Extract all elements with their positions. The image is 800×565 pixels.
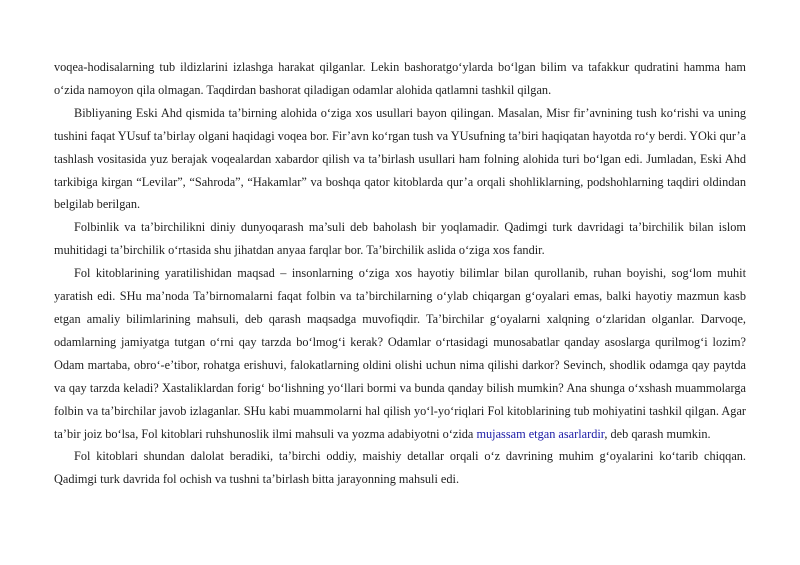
paragraph-2-text: Bibliyaning Eski Ahd qismida ta’birning alohida o‘ziga xos usullari bayon qilingan. Masalan, Misr fir’avnining tush ko‘rishi va uning tushini faqat YUsuf ta’birlay olgani haqidagi voqea bor. Fir’avn ko‘rgan tush va YUsufning ta’biri haqiqatan hayotda ro‘y berdi. YOki qur’a tashlash vositasida yuz berajak voqealardan xabardor qilish va ta’birlash usullari ham folning alohida turi bo‘lgan edi. Jumladan, Eski Ahd tarkibiga kirgan “Levilar”, “Sahroda”, “Hakamlar” va boshqa qator kitoblarda qur’a orqali shohliklarning, podshohlarning taqdiri oldindan belgilab berilgan. — [54, 105, 746, 212]
document-body — [54, 56, 746, 491]
paragraph-4-text: Fol kitoblarining yaratilishidan maqsad – insonlarning o‘ziga xos hayotiy bilimlar bilan qurollanib, ruhan boyishi, sog‘lom muhit yaratish edi. SHu ma’noda Ta’birnomalarni faqat folbin va ta’birchilarning o‘ylab chiqargan g‘oyalari emas, balki hayotiy mazmun kasb etgan amaliy bilimlarining mahsuli, deb qarash maqsadga muvofiqdir. Ta’birchilar g‘oyalarni xalqning o‘zlaridan olganlar. Darvoqe, odamlarning jamiyatga tutgan o‘rni qay tarzda bo‘lmog‘i kerak? Odamlar o‘rtasidagi munosabatlar qanday asoslarga qurilmog‘i lozim? Odam martaba, obro‘-e’tibor, rohatga erishuvi, falokatlarning oldini olishi uchun nima qilishi darkor? Sevinch, shodlik odamga qay paytda va qay tarzda keladi? Xastaliklardan forig‘ bo‘lishning yo‘llari bormi va bunda qanday bilish mumkin? Ana shunga o‘xshash muammolarga folbin va ta’birchilar javob izlaganlar. SHu kabi muammolarni hal qilish yo‘l-yo‘riqlari Fol kitoblarining tub mohiyatini tashkil qilgan. Agar ta’bir joiz bo‘lsa, Fol kitoblari ruhshunoslik ilmi mahsuli va yozma adabiyotni o‘zida — [54, 266, 746, 441]
paragraph-4 — [54, 262, 746, 445]
paragraph-5-text: Fol kitoblari shundan dalolat beradiki, ta’birchi oddiy, maishiy detallar orqali o‘z davrining muhim g‘oyalarini ko‘tarib chiqqan. Qadimgi turk davrida fol ochish va tushni ta’birlash bitta jarayonning mahsuli edi. — [54, 449, 746, 487]
paragraph-4-text-end: , deb qarash mumkin. — [604, 426, 711, 441]
paragraph-1-text: voqea-hodisalarning tub ildizlarini izlashga harakat qilganlar. Lekin bashoratgo‘ylarda bo‘lgan bilim va tafakkur qudratini hamma ham o‘zida namoyon qila olmagan. Taqdirdan bashorat qiladigan odamlar alohida qatlamni tashkil qilgan. — [54, 60, 746, 97]
paragraph-5 — [54, 445, 746, 491]
highlighted-link-text[interactable]: mujassam etgan asarlardir — [476, 426, 605, 441]
paragraph-3-text: Folbinlik va ta’birchilikni diniy dunyoqarash ma’suli deb baholash bir yoqlamadir. Qadimgi turk davridagi ta’birchilik bilan islom muhitidagi ta’birchilik o‘rtasida shu jihatdan anyaa farqlar bor. Ta’birchilik aslida o‘ziga xos fandir. — [54, 220, 746, 258]
paragraph-2 — [54, 102, 746, 217]
paragraph-1 — [54, 56, 746, 102]
paragraph-3 — [54, 216, 746, 262]
